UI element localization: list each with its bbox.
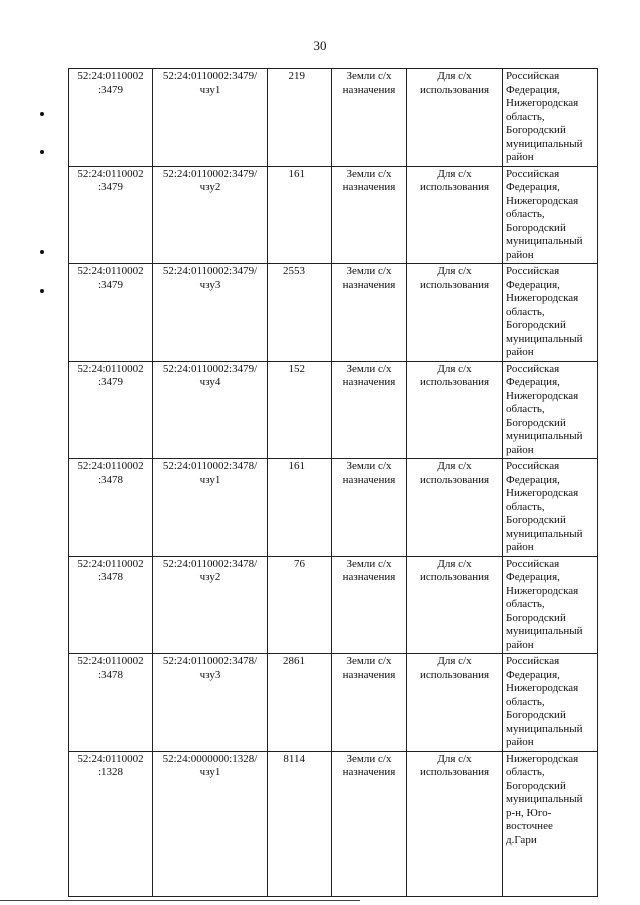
plot-area: 8114	[268, 751, 332, 896]
land-plots-table	[68, 68, 598, 897]
margin-bullet	[40, 289, 44, 293]
table-row	[69, 556, 598, 654]
plot-designation: 52:24:0110002:3479/ чзу2	[153, 166, 268, 264]
land-category: Земли с/х назначения	[332, 556, 407, 654]
plot-location: Нижегородская область, Богородский муниципальный р-н, Юго- восточнее д.Гари	[503, 751, 598, 896]
land-category: Земли с/х назначения	[332, 166, 407, 264]
plot-area: 2861	[268, 654, 332, 752]
table-row	[69, 69, 598, 167]
table-row	[69, 654, 598, 752]
plot-designation: 52:24:0110002:3478/ чзу1	[153, 459, 268, 557]
plot-location: Российская Федерация, Нижегородская область, Богородский муниципальный район	[503, 69, 598, 167]
table-body	[69, 69, 598, 897]
permitted-use: Для с/х использования	[407, 361, 503, 459]
plot-designation: 52:24:0110002:3479/ чзу1	[153, 69, 268, 167]
plot-location: Российская Федерация, Нижегородская область, Богородский муниципальный район	[503, 361, 598, 459]
margin-bullet	[40, 112, 44, 116]
permitted-use: Для с/х использования	[407, 69, 503, 167]
table-row	[69, 361, 598, 459]
plot-location: Российская Федерация, Нижегородская область, Богородский муниципальный район	[503, 166, 598, 264]
margin-bullet	[40, 150, 44, 154]
land-category: Земли с/х назначения	[332, 459, 407, 557]
plot-designation: 52:24:0110002:3478/ чзу2	[153, 556, 268, 654]
plot-area: 2553	[268, 264, 332, 362]
plot-designation: 52:24:0110002:3479/ чзу3	[153, 264, 268, 362]
land-category: Земли с/х назначения	[332, 69, 407, 167]
plot-location: Российская Федерация, Нижегородская область, Богородский муниципальный район	[503, 654, 598, 752]
land-category: Земли с/х назначения	[332, 264, 407, 362]
parent-cadastral-number: 52:24:0110002 :3478	[69, 459, 153, 557]
permitted-use: Для с/х использования	[407, 459, 503, 557]
permitted-use: Для с/х использования	[407, 166, 503, 264]
land-category: Земли с/х назначения	[332, 654, 407, 752]
plot-area: 161	[268, 166, 332, 264]
permitted-use: Для с/х использования	[407, 556, 503, 654]
page-number: 30	[313, 38, 327, 53]
table-row	[69, 751, 598, 896]
table-row	[69, 459, 598, 557]
parent-cadastral-number: 52:24:0110002 :3479	[69, 361, 153, 459]
land-category: Земли с/х назначения	[332, 361, 407, 459]
plot-location: Российская Федерация, Нижегородская область, Богородский муниципальный район	[503, 264, 598, 362]
table-row	[69, 264, 598, 362]
parent-cadastral-number: 52:24:0110002 :3479	[69, 166, 153, 264]
plot-designation: 52:24:0110002:3478/ чзу3	[153, 654, 268, 752]
permitted-use: Для с/х использования	[407, 654, 503, 752]
margin-bullet	[40, 250, 44, 254]
permitted-use: Для с/х использования	[407, 751, 503, 896]
parent-cadastral-number: 52:24:0110002 :3478	[69, 654, 153, 752]
plot-area: 76	[268, 556, 332, 654]
footer-line	[0, 900, 360, 901]
parent-cadastral-number: 52:24:0110002 :3479	[69, 264, 153, 362]
plot-area: 161	[268, 459, 332, 557]
plot-designation: 52:24:0000000:1328/ чзу1	[153, 751, 268, 896]
plot-area: 152	[268, 361, 332, 459]
plot-location: Российская Федерация, Нижегородская область, Богородский муниципальный район	[503, 556, 598, 654]
land-category: Земли с/х назначения	[332, 751, 407, 896]
permitted-use: Для с/х использования	[407, 264, 503, 362]
plot-area: 219	[268, 69, 332, 167]
parent-cadastral-number: 52:24:0110002 :3479	[69, 69, 153, 167]
plot-location: Российская Федерация, Нижегородская область, Богородский муниципальный район	[503, 459, 598, 557]
plot-designation: 52:24:0110002:3479/ чзу4	[153, 361, 268, 459]
parent-cadastral-number: 52:24:0110002 :1328	[69, 751, 153, 896]
parent-cadastral-number: 52:24:0110002 :3478	[69, 556, 153, 654]
table-row	[69, 166, 598, 264]
